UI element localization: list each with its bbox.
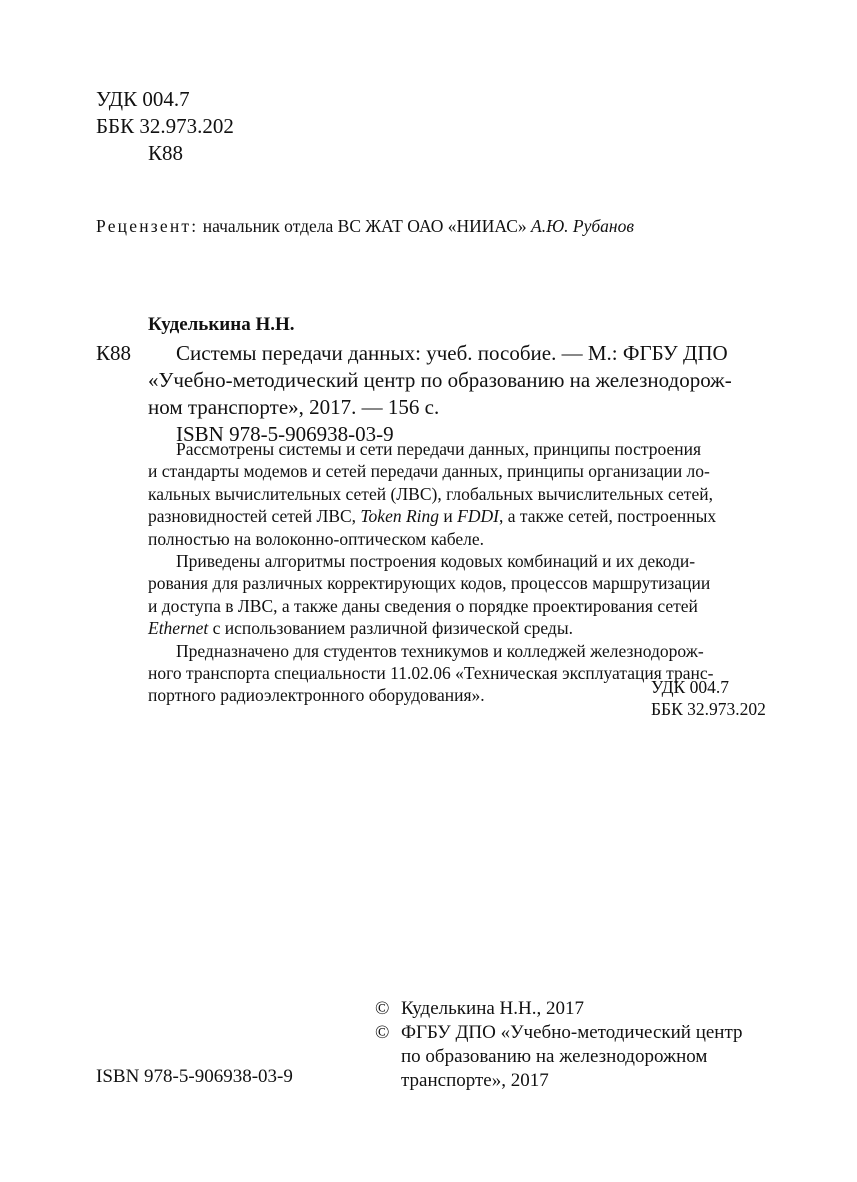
annotation-line: [148, 505, 768, 527]
term-fddi: FDDI: [457, 506, 499, 527]
copyright-block: [375, 997, 743, 1093]
biblio-line: «Учебно-методический центр по образованию на железнодорож-: [148, 368, 732, 392]
copyright-icon: ©: [375, 998, 390, 1019]
annotation-line: Приведены алгоритмы построения кодовых комбинаций и их декоди-: [176, 551, 696, 572]
annotation-line: Рассмотрены системы и сети передачи данных, принципы построения: [176, 439, 702, 459]
bibliographic-record: [148, 340, 772, 448]
annotation-line: ного транспорта специальности 11.02.06 «Техническая эксплуатация транс-: [148, 663, 714, 684]
annotation-line: портного радиоэлектронного оборудования».: [148, 685, 485, 706]
annotation-text: и: [439, 506, 458, 527]
annotation-line: кальных вычислительных сетей (ЛВС), глобальных вычислительных сетей,: [148, 483, 713, 504]
biblio-line: Системы передачи данных: учеб. пособие. — М.: ФГБУ ДПО: [176, 341, 728, 365]
record-cutter-code: К88: [96, 341, 132, 365]
bbk-code: ББК 32.973.202: [96, 114, 234, 138]
biblio-line: ном транспорте», 2017. — 156 с.: [148, 395, 440, 419]
annotation-text: , а также сетей, построенных: [498, 506, 717, 527]
annotation-line: [148, 617, 768, 639]
annotation-text: разновидностей сетей ЛВС,: [148, 506, 361, 527]
copyright-line: [375, 1021, 743, 1045]
copyright-icon: ©: [375, 1022, 390, 1043]
annotation-classification-codes: [651, 676, 766, 721]
term-ethernet: Ethernet: [148, 618, 209, 639]
udk-code: УДК 004.7: [651, 677, 729, 697]
record-isbn: ISBN 978-5-906938-03-9: [176, 422, 394, 446]
isbn: ISBN 978-5-906938-03-9: [96, 1066, 293, 1087]
annotation-line: и стандарты модемов и сетей передачи данных, принципы организации ло-: [148, 461, 710, 482]
copyright-line: транспорте», 2017: [401, 1070, 549, 1091]
annotation-line: и доступа в ЛВС, а также даны сведения о порядке проектирования сетей: [148, 595, 698, 616]
annotation-line: Предназначено для студентов техникумов и колледжей железнодорож-: [176, 640, 704, 661]
classification-codes: [96, 86, 234, 167]
cutter-code: К88: [148, 141, 184, 165]
reviewer-name: А.Ю. Рубанов: [531, 216, 634, 236]
udk-code: УДК 004.7: [96, 87, 190, 111]
term-token-ring: Token Ring: [360, 506, 440, 527]
reviewer-line: [96, 215, 634, 237]
annotation: [148, 438, 768, 707]
copyright-text: ФГБУ ДПО «Учебно-методический центр: [401, 1022, 743, 1043]
annotation-line: полностью на волоконно-оптическом кабеле.: [148, 528, 485, 549]
author-heading: Куделькина Н.Н.: [148, 314, 295, 335]
annotation-text: с использованием различной физической среды.: [208, 618, 573, 639]
copyright-line: по образованию на железнодорожном: [401, 1046, 708, 1067]
copyright-line: [375, 997, 743, 1021]
copyright-text: Куделькина Н.Н., 2017: [401, 998, 584, 1019]
bbk-code: ББК 32.973.202: [651, 699, 766, 720]
reviewer-position: начальник отдела ВС ЖАТ ОАО «НИИАС»: [198, 216, 531, 236]
annotation-line: рования для различных корректирующих кодов, процессов маршрутизации: [148, 573, 711, 594]
reviewer-label: Рецензент:: [96, 216, 199, 236]
